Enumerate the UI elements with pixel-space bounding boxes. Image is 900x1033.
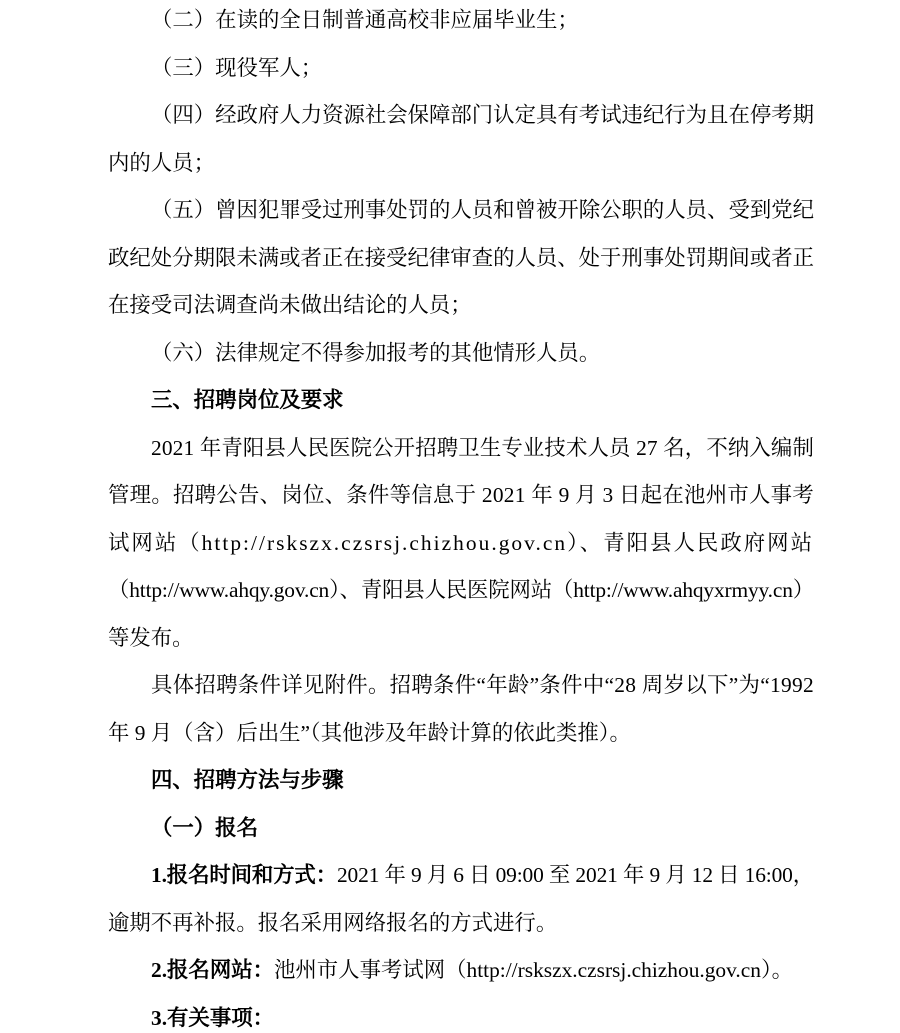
paragraph-exclusion-item-4 bbox=[108, 92, 814, 187]
text-line: 2.报名网站：池州市人事考试网（http://rskszx.czsrsj.chizhou.gov.cn）。 bbox=[151, 958, 794, 982]
text-line: （五）曾因犯罪受过刑事处罚的人员和曾被开除公职的人员、受到党纪 bbox=[151, 198, 814, 222]
paragraph-exclusion-item-5 bbox=[108, 187, 814, 330]
bold-label: 1.报名时间和方式： bbox=[151, 863, 337, 887]
text-line: （六）法律规定不得参加报考的其他情形人员。 bbox=[151, 340, 601, 365]
paragraph-conditions-paragraph bbox=[108, 662, 814, 757]
text-line: （二）在读的全日制普通高校非应届毕业生； bbox=[151, 8, 579, 32]
bold-label: 2.报名网站： bbox=[151, 958, 274, 982]
paragraph-related-matters-heading bbox=[108, 995, 814, 1033]
text-line: 四、招聘方法与步骤 bbox=[151, 768, 344, 792]
text-line: 年 9 月（含）后出生”（其他涉及年龄计算的依此类推）。 bbox=[108, 720, 631, 745]
text-line: （http://www.ahqy.gov.cn）、青阳县人民医院网站（http://www.ahqyxrmyy.cn） bbox=[108, 578, 814, 602]
paragraph-signup-site-paragraph bbox=[108, 947, 814, 995]
text-line: 在接受司法调查尚未做出结论的人员； bbox=[108, 293, 472, 317]
text-line: 试网站（http://rskszx.czsrsj.chizhou.gov.cn）、青阳县人民政府网站 bbox=[108, 530, 814, 555]
text-line: （四）经政府人力资源社会保障部门认定具有考试违纪行为且在停考期 bbox=[151, 103, 814, 127]
paragraph-exclusion-item-2 bbox=[108, 0, 814, 45]
document-body bbox=[108, 0, 814, 1033]
text-line: 2021 年青阳县人民医院公开招聘卫生专业技术人员 27 名，不纳入编制 bbox=[151, 435, 814, 460]
text-line: 1.报名时间和方式：2021 年 9 月 6 日 09:00 至 2021 年 9 月 12 日 16:00， bbox=[151, 863, 815, 887]
paragraph-section-4-heading bbox=[108, 757, 814, 805]
paragraph-exclusion-item-3 bbox=[108, 45, 814, 93]
text-line: （三）现役军人； bbox=[151, 55, 323, 80]
text-line: （一）报名 bbox=[151, 815, 258, 840]
text-line: 逾期不再补报。报名采用网络报名的方式进行。 bbox=[108, 910, 558, 935]
text-line: 等发布。 bbox=[108, 625, 194, 650]
paragraph-subsection-1-heading bbox=[108, 805, 814, 853]
text-line: 内的人员； bbox=[108, 150, 215, 175]
text-line: 管理。招聘公告、岗位、条件等信息于 2021 年 9 月 3 日起在池州市人事考 bbox=[108, 483, 814, 507]
text-line: 三、招聘岗位及要求 bbox=[151, 388, 344, 412]
paragraph-signup-time-paragraph bbox=[108, 852, 814, 947]
text-line: 3.有关事项： bbox=[151, 1005, 274, 1030]
paragraph-exclusion-item-6 bbox=[108, 330, 814, 378]
paragraph-section-3-heading bbox=[108, 377, 814, 425]
text-line: 政纪处分期限未满或者正在接受纪律审查的人员、处于刑事处罚期间或者正 bbox=[108, 245, 814, 270]
paragraph-positions-paragraph bbox=[108, 425, 814, 663]
text-line: 具体招聘条件详见附件。招聘条件“年龄”条件中“28 周岁以下”为“1992 bbox=[151, 673, 814, 697]
